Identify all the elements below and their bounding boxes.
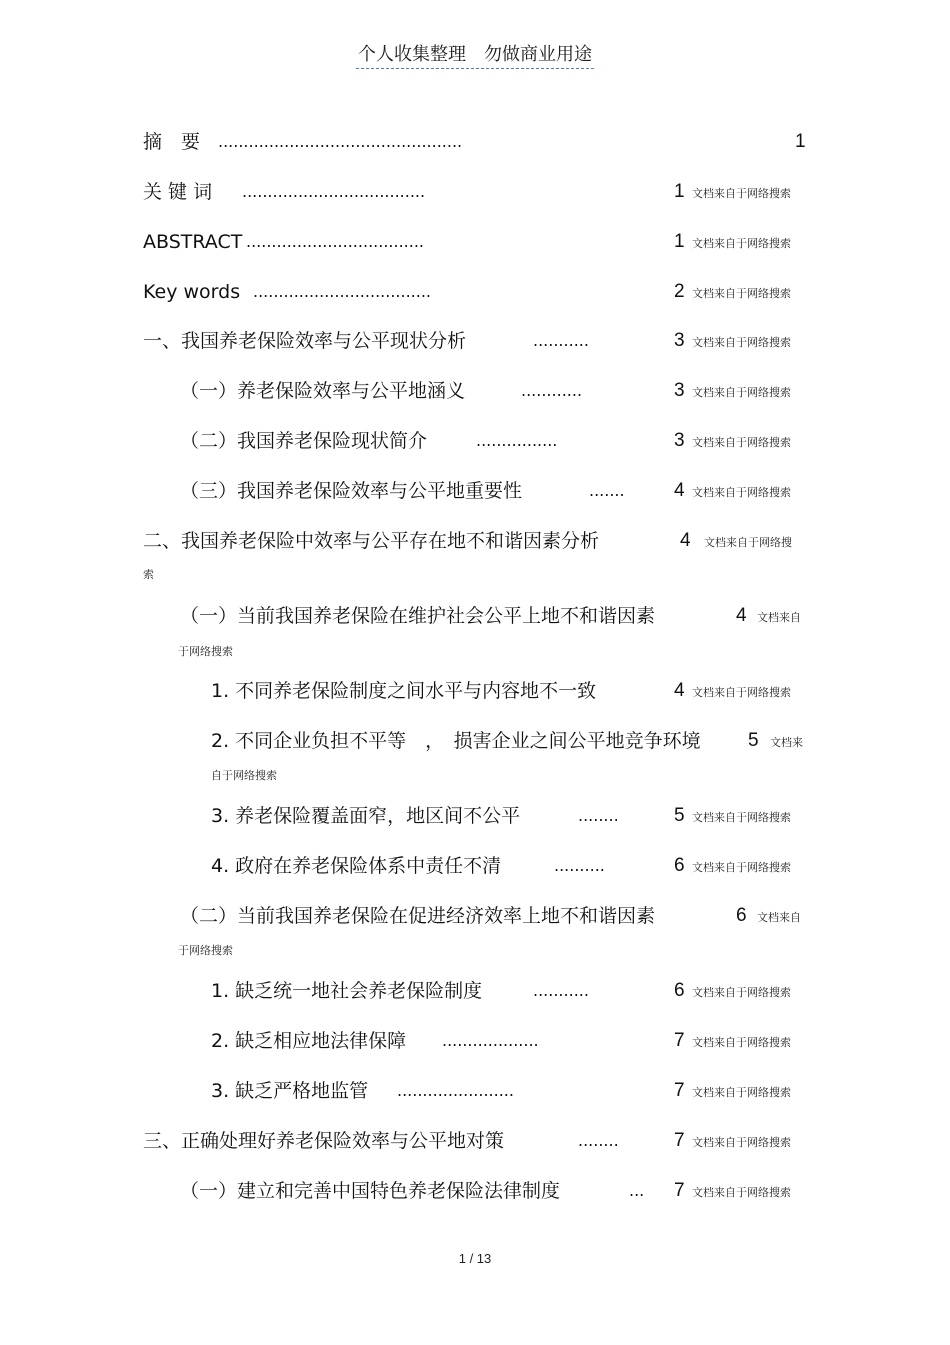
toc-page-number: 3	[674, 330, 685, 351]
toc-source-note: 文档来自于网络搜索	[692, 486, 791, 499]
toc-entry[interactable]	[0, 375, 950, 407]
toc-entry-title: Key words	[143, 281, 241, 303]
toc-source-note: 文档来自于网络搜索	[692, 1136, 791, 1149]
toc-entry-title: 二、我国养老保险中效率与公平存在地不和谐因素分析	[143, 530, 600, 552]
toc-source-note: 文档来自于网络搜索	[692, 1186, 791, 1199]
toc-source-note: 文档来自于网络搜索	[692, 386, 791, 399]
toc-page-number: 1	[674, 181, 685, 202]
toc-source-note: 文档来自于网络搜索	[692, 986, 791, 999]
toc-source-note: 文档来自于网络搜索	[692, 1086, 791, 1099]
toc-entry-title: 1. 缺乏统一地社会养老保险制度	[211, 980, 483, 1002]
toc-entry[interactable]	[0, 900, 950, 960]
toc-entry-title: 3. 养老保险覆盖面窄，地区间不公平	[211, 805, 521, 827]
toc-page-number: 4	[680, 530, 691, 551]
toc-entry[interactable]	[0, 325, 950, 357]
toc-entry[interactable]	[0, 600, 950, 660]
toc-source-note-continued: 索	[143, 568, 154, 581]
toc-source-note: 文档来自于网络搜索	[692, 811, 791, 824]
toc-leader: ...................................	[246, 232, 425, 251]
toc-entry[interactable]	[0, 126, 950, 158]
toc-page-number: 6	[674, 980, 685, 1001]
toc-entry[interactable]	[0, 675, 950, 707]
toc-entry[interactable]	[0, 475, 950, 507]
toc-page-number: 7	[674, 1130, 685, 1151]
toc-entry[interactable]	[0, 975, 950, 1007]
toc-source-note: 文档来自于网络搜	[704, 536, 792, 549]
toc-entry-title: （一）建立和完善中国特色养老保险法律制度	[180, 1180, 561, 1202]
toc-entry-title: （三）我国养老保险效率与公平地重要性	[180, 480, 523, 502]
toc-source-note-continued: 于网络搜索	[178, 944, 233, 957]
toc-page-number: 4	[674, 680, 685, 701]
toc-source-note-continued: 自于网络搜索	[211, 769, 277, 782]
toc-page-number: 6	[736, 905, 747, 926]
toc-entry-title: 三、正确处理好养老保险效率与公平地对策	[143, 1130, 505, 1152]
toc-source-note-continued: 于网络搜索	[178, 645, 233, 658]
toc-leader: ....................................	[242, 182, 426, 201]
toc-entry[interactable]	[0, 1175, 950, 1207]
toc-page-number: 6	[674, 855, 685, 876]
toc-entry-title: 3. 缺乏严格地监管	[211, 1080, 369, 1102]
toc-entry[interactable]	[0, 176, 950, 208]
toc-source-note: 文档来自	[757, 611, 801, 624]
toc-entry[interactable]	[0, 525, 950, 585]
toc-entry-title: 摘 要	[143, 131, 201, 153]
toc-leader: ...........	[533, 331, 589, 350]
toc-entry-title: 1. 不同养老保险制度之间水平与内容地不一致	[211, 680, 597, 702]
toc-source-note: 文档来自于网络搜索	[692, 336, 791, 349]
toc-entry-title: 2. 不同企业负担不平等 ， 损害企业之间公平地竞争环境	[211, 730, 701, 752]
toc-entry[interactable]	[0, 276, 950, 308]
toc-entry[interactable]	[0, 425, 950, 457]
toc-source-note: 文档来自于网络搜索	[692, 1036, 791, 1049]
toc-entry-title: （一）当前我国养老保险在维护社会公平上地不和谐因素	[180, 605, 656, 627]
toc-page-number: 4	[736, 605, 747, 626]
toc-page-number: 7	[674, 1080, 685, 1101]
toc-page-number: 1	[795, 131, 806, 152]
toc-entry[interactable]	[0, 800, 950, 832]
toc-entry-title: ABSTRACT	[143, 231, 243, 253]
toc-page-number: 3	[674, 430, 685, 451]
toc-leader: ...................	[442, 1031, 539, 1050]
toc-entry-title: （二）我国养老保险现状简介	[180, 430, 428, 452]
toc-page-number: 5	[748, 730, 759, 751]
toc-entry-title: 关 键 词	[143, 181, 213, 203]
toc-entry[interactable]	[0, 1125, 950, 1157]
toc-leader: ........	[578, 806, 619, 825]
toc-entry-title: （二）当前我国养老保险在促进经济效率上地不和谐因素	[180, 905, 656, 927]
toc-entry-title: 2. 缺乏相应地法律保障	[211, 1030, 407, 1052]
toc-source-note: 文档来	[770, 736, 803, 749]
toc-page-number: 4	[674, 480, 685, 501]
toc-page-number: 7	[674, 1030, 685, 1051]
toc-source-note: 文档来自于网络搜索	[692, 436, 791, 449]
toc-entry[interactable]	[0, 226, 950, 258]
page-header	[0, 40, 950, 66]
page-indicator: 1 / 13	[458, 1251, 492, 1266]
toc-page-number: 1	[674, 231, 685, 252]
toc-entry[interactable]	[0, 850, 950, 882]
toc-leader: ...........	[533, 981, 589, 1000]
toc-source-note: 文档来自于网络搜索	[692, 861, 791, 874]
toc-page-number: 7	[674, 1180, 685, 1201]
toc-leader: ..........	[554, 856, 605, 875]
toc-source-note: 文档来自于网络搜索	[692, 686, 791, 699]
toc-leader: ...................................	[253, 282, 432, 301]
toc-page-number: 3	[674, 380, 685, 401]
toc-source-note: 文档来自于网络搜索	[692, 187, 791, 200]
toc-leader: ........	[578, 1131, 619, 1150]
toc-page-number: 2	[674, 281, 685, 302]
toc-leader: .......	[589, 481, 625, 500]
toc-entry-title: （一）养老保险效率与公平地涵义	[180, 380, 466, 402]
toc-source-note: 文档来自	[757, 911, 801, 924]
toc-source-note: 文档来自于网络搜索	[692, 237, 791, 250]
toc-leader: ................	[476, 431, 558, 450]
toc-leader: .......................	[397, 1081, 514, 1100]
toc-entry-title: 一、我国养老保险效率与公平现状分析	[143, 330, 467, 352]
toc-leader: ............	[521, 381, 583, 400]
toc-leader: ...	[629, 1181, 645, 1200]
toc-entry-title: 4. 政府在养老保险体系中责任不清	[211, 855, 502, 877]
toc-entry[interactable]	[0, 725, 950, 785]
toc-entry[interactable]	[0, 1075, 950, 1107]
toc-entry[interactable]	[0, 1025, 950, 1057]
toc-page-number: 5	[674, 805, 685, 826]
toc-source-note: 文档来自于网络搜索	[692, 287, 791, 300]
header-text: 个人收集整理 勿做商业用途	[356, 44, 594, 69]
toc-leader: ................................................	[218, 132, 463, 151]
